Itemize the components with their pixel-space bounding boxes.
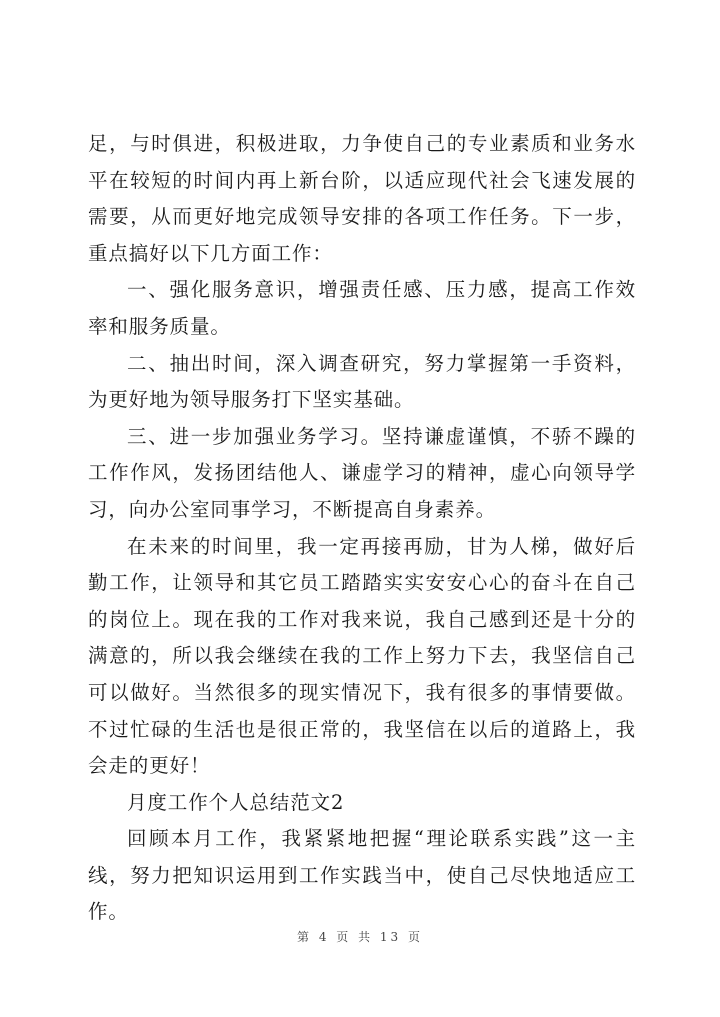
paragraph-future: 在未来的时间里，我一定再接再励，甘为人梯，做好后勤工作，让领导和其它员工踏踏实实安安心心的奋斗在自己的岗位上。现在我的工作对我来说，我自己感到还是十分的满意的，所以我会继续在我的工作上努力下去，我坚信自己可以做好。当然很多的现实情况下，我有很多的事情要做。不过忙碌的生活也是很正常的，我坚信在以后的道路上，我会走的更好！	[88, 534, 636, 778]
section-heading: 月度工作个人总结范文2	[127, 790, 345, 814]
paragraph-review: 回顾本月工作，我紧紧地把握“理论联系实践”这一主线，努力把知识运用到工作实践当中，使自己尽快地适应工作。	[88, 827, 636, 924]
paragraph-item-three: 三、进一步加强业务学习。坚持谦虚谨慎，不骄不躁的工作作风，发扬团结他人、谦虚学习的精神，虚心向领导学习，向办公室同事学习，不断提高自身素养。	[88, 424, 636, 521]
paragraph-item-one: 一、强化服务意识，增强责任感、压力感，提高工作效率和服务质量。	[88, 278, 636, 338]
page-number-footer: 第 4 页 共 13 页	[297, 930, 423, 944]
paragraph-item-two: 二、抽出时间，深入调查研究，努力掌握第一手资料，为更好地为领导服务打下坚实基础。	[88, 351, 636, 412]
paragraph-continuation: 足，与时俱进，积极进取，力争使自己的专业素质和业务水平在较短的时间内再上新台阶，以适应现代社会飞速发展的需要，从而更好地完成领导安排的各项工作任务。下一步，重点搞好以下几方面工作：	[88, 132, 636, 265]
document-body	[88, 126, 636, 931]
